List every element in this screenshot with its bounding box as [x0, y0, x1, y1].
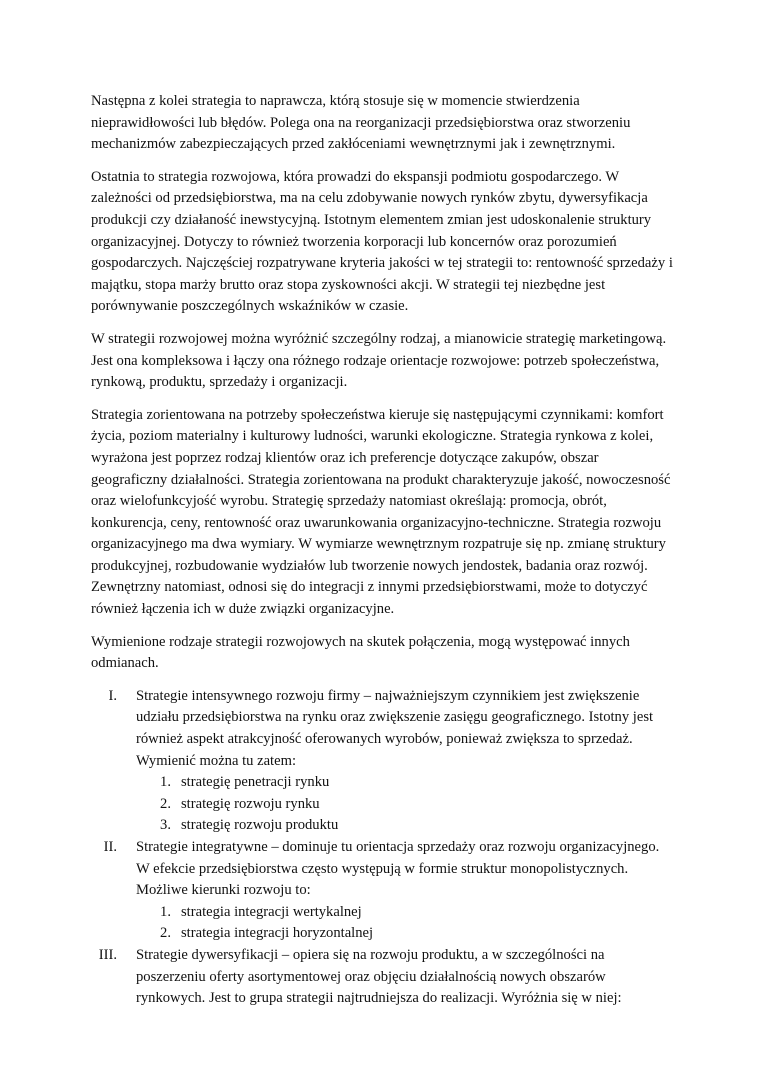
list-item-text: Strategie integratywne – dominuje tu orientacja sprzedaży oraz rozwoju organizacyjnego. W efekcie przedsiębiorstwa często występują w formie struktur monopolistycznych. Możliwe kierunki rozwoju to:: [136, 839, 660, 899]
sub-list: [136, 772, 676, 837]
sub-list-number: 2.: [160, 925, 171, 942]
sub-list-text: strategię rozwoju rynku: [181, 795, 320, 812]
document-body: [91, 91, 676, 1010]
paragraph-orientacje: Strategia zorientowana na potrzeby społeczeństwa kieruje się następującymi czynnikami: komfort życia, poziom materialny i kulturowy ludności, warunki ekologiczne. Strategia rynkowa z kolei, wyrażona jest poprzez rodzaj klientów oraz ich preferencje dotyczące zakupów, obszar geograficzny działalności. Strategia zorientowana na produkt charakteryzuje jakość, nowoczesność oraz wielofunkcyjość wyrobu. Strategię sprzedaży natomiast określają: promocja, obrót, konkurencja, ceny, rentowność oraz uwarunkowania organizacyjno-techniczne. Strategia rozwoju organizacyjnego ma dwa wymiary. W wymiarze wewnętrznym rozpatruje się np. zmianę struktury produkcyjnej, rozbudowanie wydziałów lub tworzenie nowych jendostek, badania oraz rozwój. Zewnętrzny natomiast, odnosi się do integracji z innymi przedsiębiorstwami, może to dotyczyć również łączenia ich w duże związki organizacyjne.: [91, 406, 671, 618]
sub-list-item: [136, 815, 676, 837]
sub-list-item: [136, 772, 676, 794]
paragraph-naprawcza: Następna z kolei strategia to naprawcza, którą stosuje się w momencie stwierdzenia nieprawidłowości lub błędów. Polega ona na reorganizacji przedsiębiorstwa oraz stworzeniu mechanizmów zabezpieczających przed zakłóceniami wewnętrznymi jak i zewnętrznymi.: [91, 93, 631, 153]
sub-list-number: 1.: [160, 774, 171, 791]
list-number: III.: [98, 946, 117, 963]
list-item-text: Strategie dywersyfikacji – opiera się na rozwoju produktu, a w szczególności na poszerzeniu oferty asortymentowej oraz objęciu działalnością nowych obszarów rynkowych. Jest to grupa strategii najtrudniejsza do realizacji. Wyróżnia się w niej:: [136, 946, 622, 1007]
strategy-types-list: [91, 686, 676, 1010]
list-item: [91, 945, 676, 1010]
sub-list-text: strategia integracji wertykalnej: [181, 903, 362, 920]
list-number: II.: [103, 839, 117, 855]
sub-list-item: [136, 923, 676, 945]
list-number: I.: [108, 687, 117, 704]
paragraph-odmiany: Wymienione rodzaje strategii rozwojowych na skutek połączenia, mogą występować innych odmianach.: [91, 633, 630, 672]
sub-list-item: [136, 794, 676, 816]
sub-list-text: strategię penetracji rynku: [181, 774, 330, 791]
paragraph-rozwojowa: Ostatnia to strategia rozwojowa, która prowadzi do ekspansji podmiotu gospodarczego. W zależności od przedsiębiorstwa, ma na celu zdobywanie nowych rynków zbytu, dywersyfikacja produkcji czy działaność inewstycyjną. Istotnym elementem zmian jest udoskonalenie struktury organizacyjnej. Dotyczy to również tworzenia korporacji lub koncernów oraz porozumień gospodarczych. Najczęściej rozpatrywane kryteria jakości w tej strategii to: rentowność sprzedaży i majątku, stopa marży brutto oraz stopa zyskowności akcji. W strategii tej niezbędne jest porównywanie poszczególnych wskaźników w czasie.: [91, 168, 673, 315]
sub-list-number: 1.: [160, 903, 171, 920]
list-item-text: Strategie intensywnego rozwoju firmy – najważniejszym czynnikiem jest zwiększenie udziału przedsiębiorstwa na rynku oraz zwiększenie zasięgu geograficznego. Istotny jest również aspekt atrakcyjność oferowanych wyrobów, ponieważ zwiększa to sprzedaż. Wymienić można tu zatem:: [136, 687, 654, 769]
sub-list-number: 3.: [160, 817, 171, 834]
list-item: [91, 837, 676, 945]
sub-list-text: strategia integracji horyzontalnej: [181, 925, 374, 942]
paragraph-marketingowa: W strategii rozwojowej można wyróżnić szczególny rodzaj, a mianowicie strategię marketingową. Jest ona kompleksowa i łączy ona różnego rodzaje orientacje rozwojowe: potrzeb społeczeństwa, rynkową, produktu, sprzedaży i organizacji.: [91, 330, 667, 391]
sub-list-text: strategię rozwoju produktu: [181, 817, 339, 834]
sub-list-item: [136, 902, 676, 924]
list-item: [91, 686, 676, 837]
sub-list: [136, 902, 676, 945]
sub-list-number: 2.: [160, 795, 171, 812]
